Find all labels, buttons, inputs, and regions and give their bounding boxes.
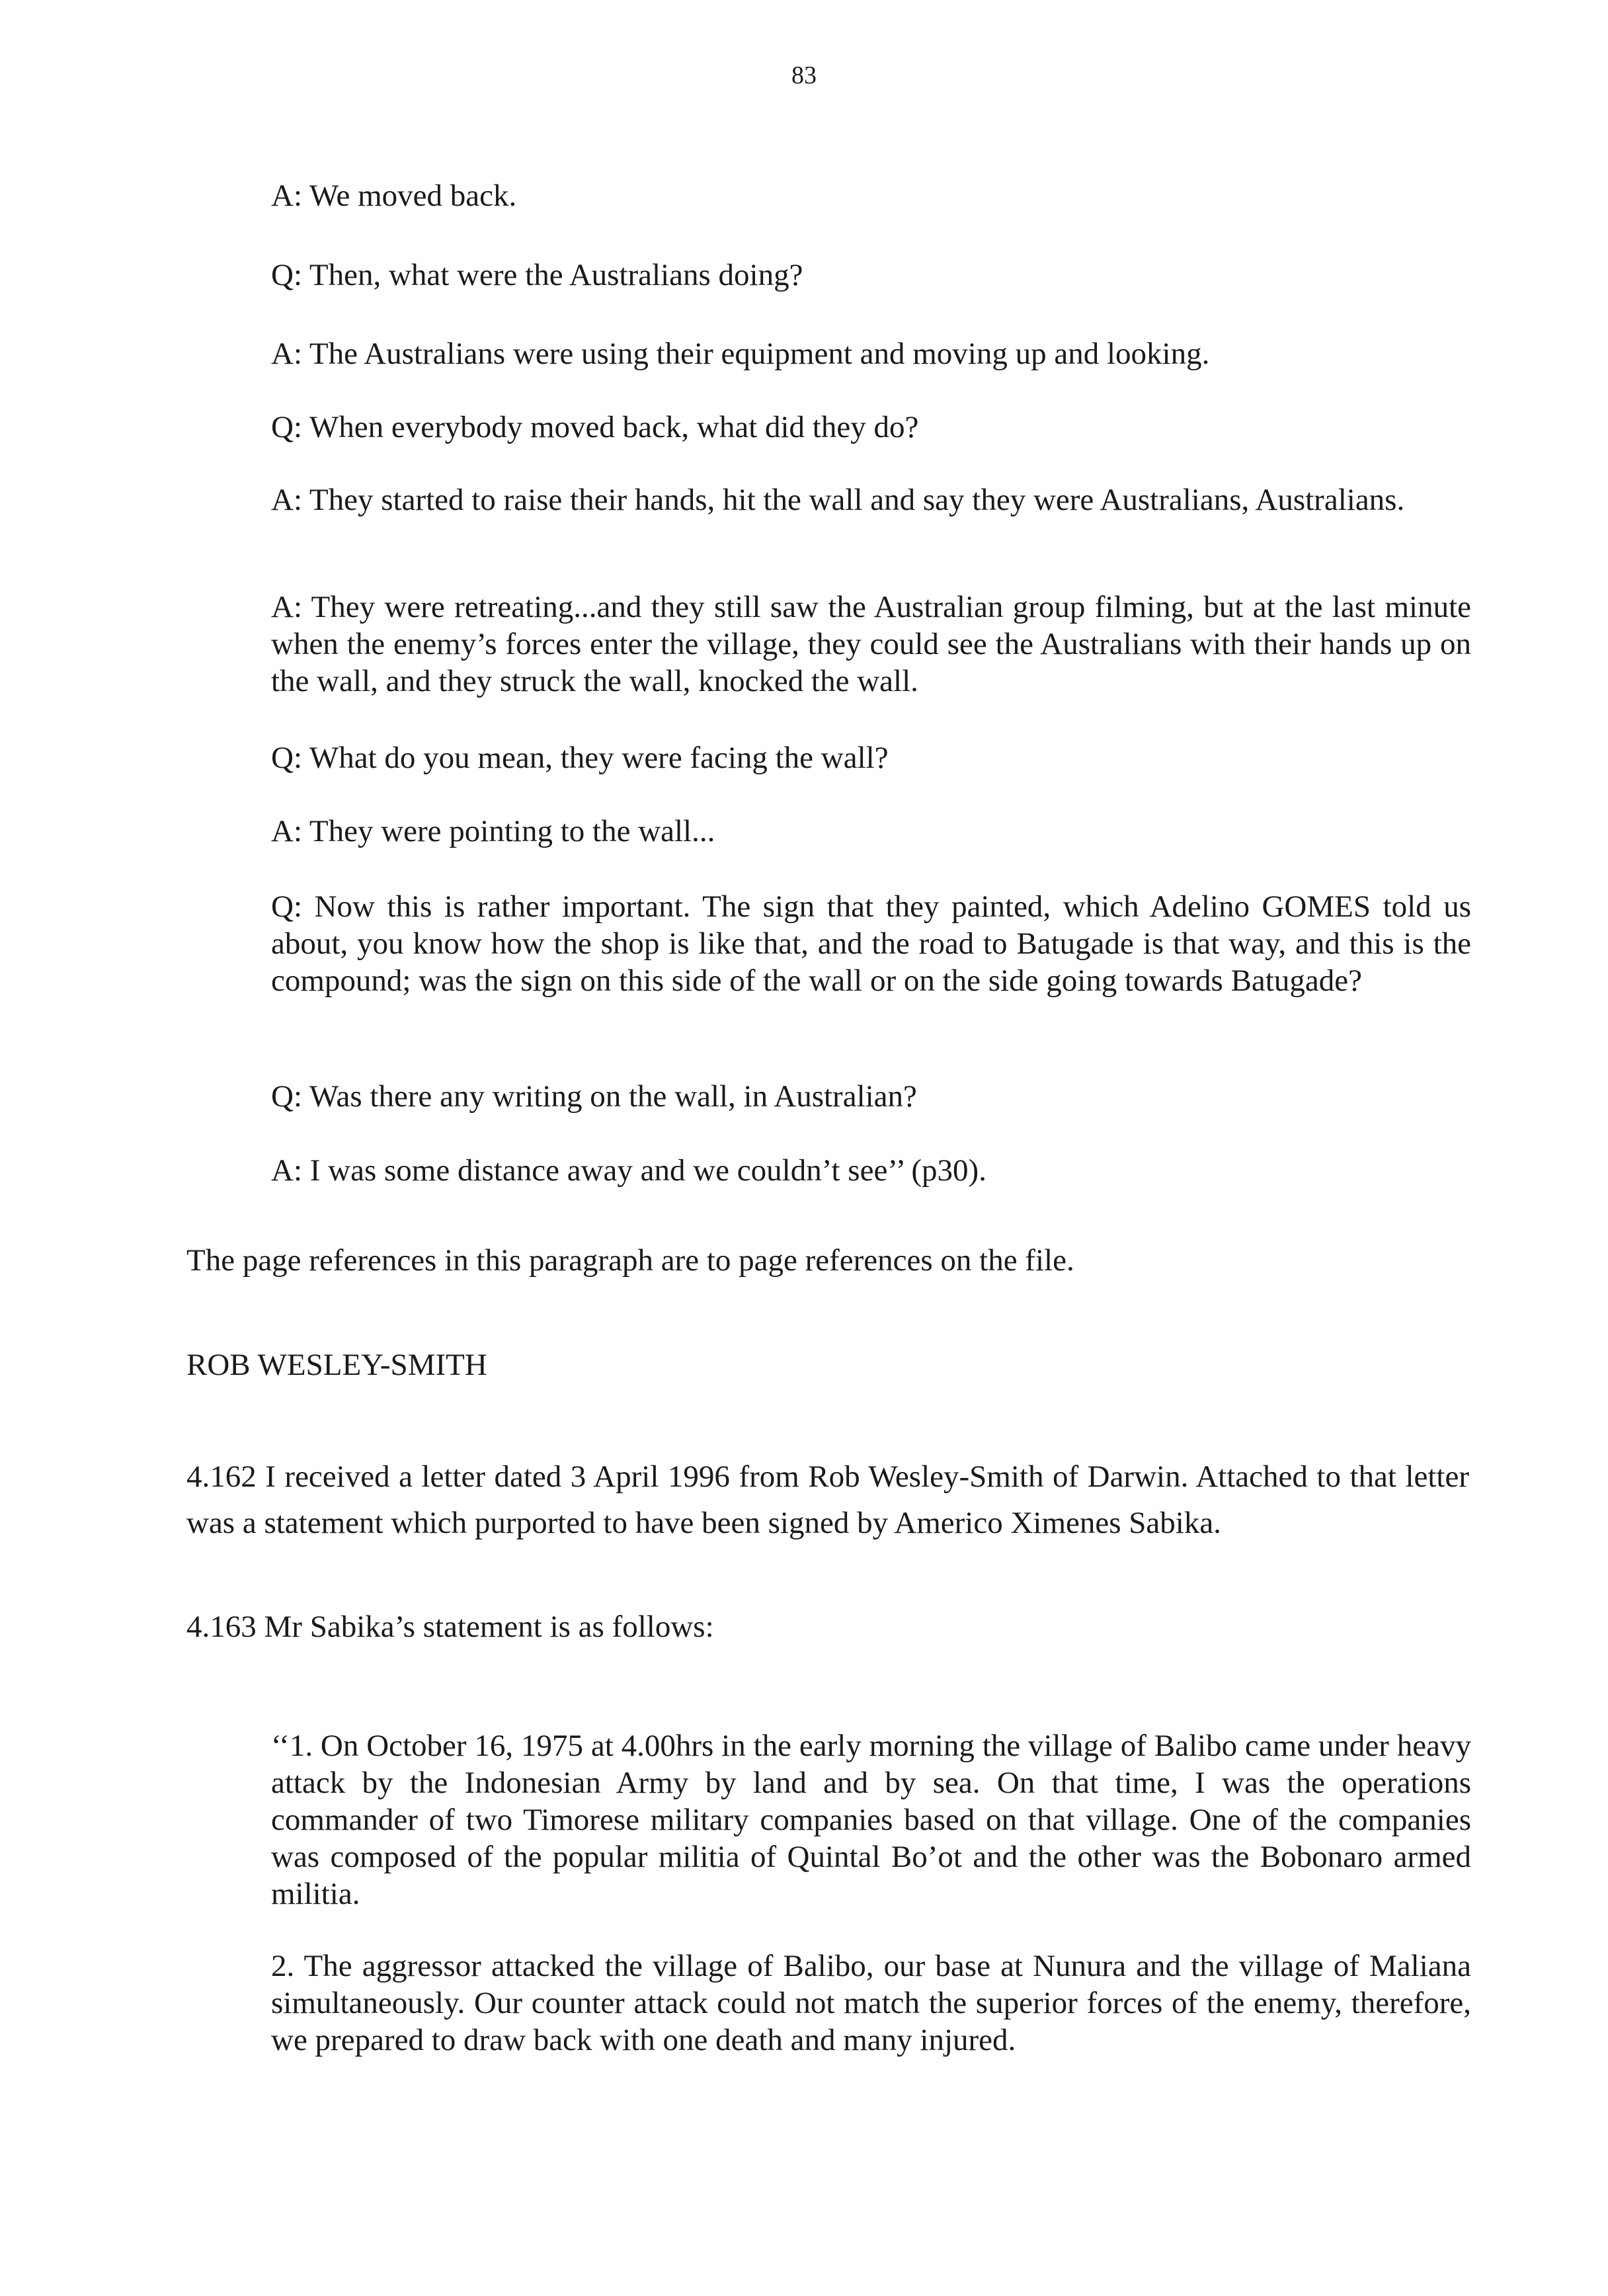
interview-line: A: They were pointing to the wall... <box>271 814 715 848</box>
numbered-paragraph: 4.163 Mr Sabika’s statement is as follows: <box>186 1610 714 1644</box>
interview-line: A: They were retreating...and they still saw the Australian group filming, but at the last minute when the enemy’s forces enter the village, they could see the Australians with their hands up on the wall, and they struck the wall, knocked the wall. <box>271 590 1471 698</box>
interview-line: Q: What do you mean, they were facing the wall? <box>271 741 889 775</box>
interview-line: Q: Now this is rather important. The sign that they painted, which Adelino GOMES told us about, you know how the shop is like that, and the road to Batugade is that way, and this is the compound; was the sign on this side of the wall or on the side going towards Batugade? <box>271 889 1471 998</box>
statement-quote: ‘‘1. On October 16, 1975 at 4.00hrs in the early morning the village of Balibo came under heavy attack by the Indonesian Army by land and by sea. On that time, I was the operations commander of two Timorese military companies based on that village. One of the companies was composed of the popular militia of Quintal Bo’ot and the other was the Bobonaro armed militia. <box>271 1729 1471 1911</box>
interview-line: Q: Was there any writing on the wall, in Australian? <box>271 1079 917 1114</box>
statement-quote: 2. The aggressor attacked the village of Balibo, our base at Nunura and the village of Maliana simultaneously. Our counter attack could not match the superior forces of the enemy, therefore, we prepared to draw back with one death and many injured. <box>271 1949 1471 2057</box>
page-references-note: The page references in this paragraph are to page references on the file. <box>186 1243 1074 1278</box>
numbered-paragraph: 4.162 I received a letter dated 3 April 1996 from Rob Wesley-Smith of Darwin. Attached to that letter was a statement which purported to have been signed by Americo Ximenes Sabika. <box>186 1459 1469 1540</box>
interview-line: A: They started to raise their hands, hit the wall and say they were Australians, Australians. <box>271 483 1405 517</box>
interview-line: Q: Then, what were the Australians doing? <box>271 258 803 292</box>
interview-line: Q: When everybody moved back, what did they do? <box>271 410 919 444</box>
interview-line: A: I was some distance away and we couldn’t see’’ (p30). <box>271 1153 986 1188</box>
interview-line: A: We moved back. <box>271 179 517 213</box>
section-heading: ROB WESLEY-SMITH <box>186 1348 487 1382</box>
page-number: 83 <box>791 62 817 89</box>
interview-line: A: The Australians were using their equipment and moving up and looking. <box>271 337 1210 371</box>
